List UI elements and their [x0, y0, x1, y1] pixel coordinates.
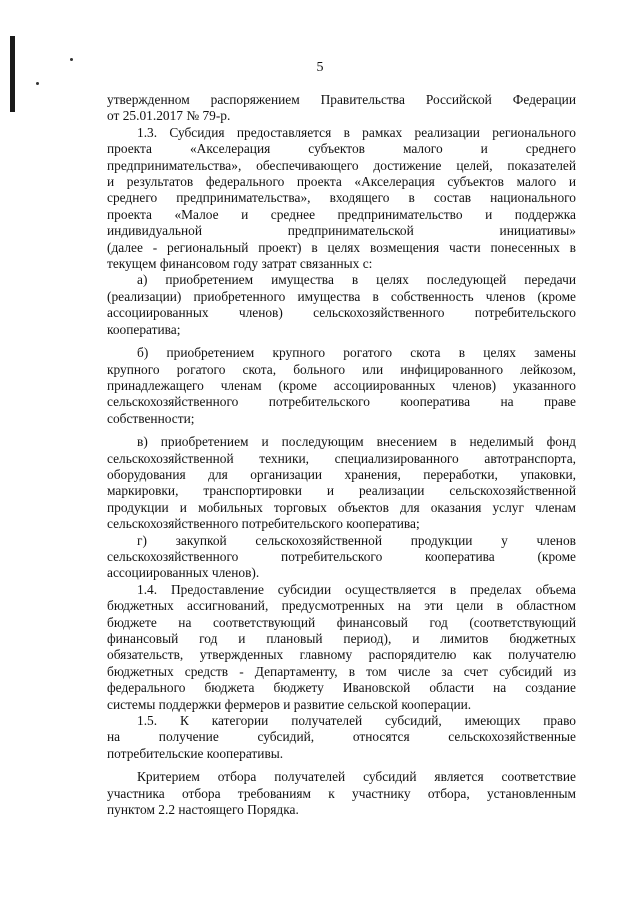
- text-line: сельскохозяйственной техники, специализированного автотранспорта,: [107, 450, 576, 466]
- text-line: от 25.01.2017 № 79-р.: [107, 108, 231, 124]
- text-line: (далее - региональный проект) в целях возмещения части понесенных в: [107, 239, 576, 255]
- text-line: б) приобретением крупного рогатого скота в целях замены: [137, 345, 576, 361]
- text-line: бюджетных ассигнований, предусмотренных на эти цели в областном: [107, 598, 576, 614]
- page-number: 5: [316, 60, 324, 75]
- text-line: среднего предпринимательства», входящего в состав национального: [107, 190, 576, 206]
- text-line: Критерием отбора получателей субсидий является соответствие: [137, 769, 576, 785]
- text-line: в) приобретением и последующим внесением в неделимый фонд: [137, 434, 576, 450]
- text-line: 1.5. К категории получателей субсидий, имеющих право: [137, 713, 576, 729]
- text-line: проекта «Акселерация субъектов малого и среднего: [107, 141, 576, 157]
- text-line: 1.3. Субсидия предоставляется в рамках реализации регионального: [137, 124, 576, 140]
- text-line: сельскохозяйственного потребительского кооператива;: [107, 516, 420, 532]
- text-line: принадлежащего членам (кроме ассоциированных членов) указанного: [107, 377, 576, 393]
- text-line: маркировки, транспортировки и реализации сельскохозяйственной: [107, 483, 576, 499]
- text-line: оборудования для организации хранения, переработки, упаковки,: [107, 466, 576, 482]
- text-line: ассоциированных членов).: [107, 565, 260, 581]
- scan-speck: [36, 82, 39, 85]
- text-line: и результатов федерального проекта «Акселерация субъектов малого и: [107, 174, 576, 190]
- text-line: предпринимательства», обеспечивающего достижение целей, показателей: [107, 157, 576, 173]
- text-line: участника отбора требованиям к участнику отбора, установленным: [107, 785, 576, 801]
- text-line: г) закупкой сельскохозяйственной продукции у членов: [137, 532, 576, 548]
- text-line: на получение субсидий, относятся сельскохозяйственные: [107, 729, 576, 745]
- text-line: сельскохозяйственного потребительского кооператива на праве: [107, 394, 576, 410]
- text-line: утвержденном распоряжением Правительства Российской Федерации: [107, 92, 576, 107]
- document-body: [107, 92, 576, 818]
- text-line: федерального бюджета бюджету Ивановской области на создание: [107, 680, 576, 696]
- text-line: ассоциированных членов) сельскохозяйственного потребительского: [107, 305, 576, 321]
- text-line: обязательств, утвержденных главному распорядителю как получателю: [107, 647, 576, 663]
- text-line: потребительские кооперативы.: [107, 745, 284, 761]
- text-line: кооператива;: [107, 321, 181, 337]
- text-line: сельскохозяйственного потребительского кооператива (кроме: [107, 548, 576, 564]
- text-line: 1.4. Предоставление субсидии осуществляется в пределах объема: [137, 581, 576, 597]
- text-line: системы поддержки фермеров и развитие сельской кооперации.: [107, 696, 472, 712]
- text-line: текущем финансовом году затрат связанных с:: [107, 256, 373, 272]
- text-line: бюджетных средств - Департаменту, в том числе за счет субсидий из: [107, 663, 576, 679]
- text-line: крупного рогатого скота, больного или инфицированного лейкозом,: [107, 361, 576, 377]
- text-line: индивидуальной предпринимательской инициативы»: [107, 223, 576, 239]
- text-line: (реализации) приобретенного имущества в собственность членов (кроме: [107, 288, 576, 304]
- text-line: а) приобретением имущества в целях последующей передачи: [137, 272, 576, 288]
- text-line: бюджете на соответствующий финансовый год (соответствующий: [107, 614, 576, 630]
- text-line: продукции и мобильных торговых объектов для оказания услуг членам: [107, 499, 576, 515]
- text-line: собственности;: [107, 410, 195, 426]
- text-line: проекта «Малое и среднее предпринимательство и поддержка: [107, 206, 576, 222]
- text-line: финансовый год и плановый период), и лимитов бюджетных: [107, 631, 576, 646]
- text-line: пунктом 2.2 настоящего Порядка.: [107, 802, 299, 818]
